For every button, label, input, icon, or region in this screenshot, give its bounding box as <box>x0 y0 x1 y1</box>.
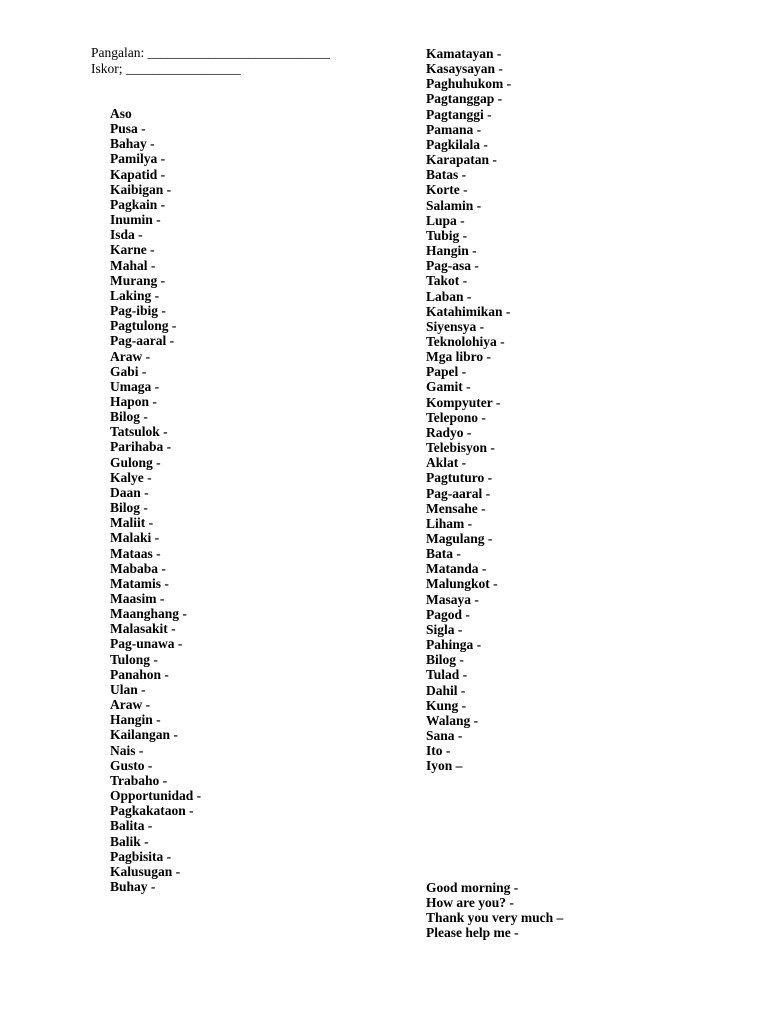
phrase-item: Good morning - <box>426 880 519 895</box>
word-item: Panahon - <box>110 666 169 682</box>
word-item: Araw - <box>110 697 151 713</box>
word-item: Kalusugan - <box>110 863 181 879</box>
word-item: Korte - <box>426 182 468 198</box>
word-item: Gamit - <box>426 379 471 395</box>
word-item: Pahinga - <box>426 637 482 653</box>
word-item: Masaya - <box>426 591 479 607</box>
word-item: Parihaba - <box>110 439 172 455</box>
word-item: Papel - <box>426 364 467 380</box>
word-item: Murang - <box>110 272 166 288</box>
word-item: Gulong - <box>110 454 161 470</box>
word-item: Kompyuter - <box>426 394 501 410</box>
word-item: Umaga - <box>110 378 160 394</box>
word-item: Laking - <box>110 287 160 303</box>
left-word-list <box>110 106 201 894</box>
word-item: Bata - <box>426 546 461 562</box>
word-item: Pagod - <box>426 606 470 622</box>
word-item: Kapatid - <box>110 166 166 182</box>
word-item: Tulad - <box>426 667 468 683</box>
word-item: Kaibigan - <box>110 181 172 197</box>
word-item: Pamana - <box>426 121 482 137</box>
word-item: Trabaho - <box>110 772 168 788</box>
word-item: Pagtuturo - <box>426 470 493 486</box>
word-item: Gusto - <box>110 757 153 773</box>
word-item: Pag-aaral - <box>426 485 491 501</box>
word-item: Paghuhukom - <box>426 76 512 92</box>
word-item: Pagtanggi - <box>426 106 492 122</box>
word-item: Aklat - <box>426 455 467 471</box>
word-item: Pagtulong - <box>110 318 177 334</box>
word-item: Matanda - <box>426 561 487 577</box>
word-item: Kasaysayan - <box>426 61 503 77</box>
word-item: Lupa - <box>426 212 465 228</box>
word-item: Dahil - <box>426 682 466 698</box>
word-item: Liham - <box>426 515 473 531</box>
phrase-item: Thank you very much – <box>426 910 564 926</box>
word-item: Karapatan - <box>426 152 497 168</box>
word-item: Sana - <box>426 728 463 744</box>
word-item: Malungkot - <box>426 576 498 592</box>
word-item: Malasakit - <box>110 621 176 637</box>
word-item: Karne - <box>110 242 155 258</box>
word-item: Teknolohiya - <box>426 333 505 349</box>
word-item: Balita - <box>110 818 153 834</box>
word-item: Pag-asa - <box>426 258 479 274</box>
word-item: Laban - <box>426 288 472 304</box>
word-item: Pagbisita - <box>110 848 172 864</box>
word-item: Hangin - <box>110 712 161 728</box>
word-item: Batas - <box>426 167 467 183</box>
word-item: Pamilya - <box>110 151 166 167</box>
word-item: Kung - <box>426 697 467 713</box>
word-item: Pag-aaral - <box>110 333 175 349</box>
word-item: Radyo - <box>426 424 472 440</box>
word-item: Araw - <box>110 348 151 364</box>
word-item: Opportunidad - <box>110 788 202 804</box>
word-item: Bilog - <box>110 500 148 516</box>
word-item: Hapon - <box>110 393 157 409</box>
word-item: Siyensya - <box>426 318 485 334</box>
word-item: Ito - <box>426 743 451 759</box>
english-phrase-list <box>426 880 563 941</box>
word-item: Gabi - <box>110 363 147 379</box>
word-item: Takot - <box>426 273 468 289</box>
word-item: Tubig - <box>426 227 468 243</box>
score-line: Iskor; _________________ <box>91 60 241 76</box>
word-item: Hangin - <box>426 243 477 259</box>
word-item: Katahimikan - <box>426 303 511 319</box>
word-item: Mensahe - <box>426 500 486 516</box>
word-item: Maasim - <box>110 591 165 606</box>
word-item: Salamin - <box>426 197 482 213</box>
word-item: Tatsulok - <box>110 424 168 440</box>
word-item: Mababa - <box>110 560 166 576</box>
word-item: Daan - <box>110 484 149 500</box>
word-item: Pagkain - <box>110 196 166 212</box>
word-item: Pagkakataon - <box>110 803 194 819</box>
word-item: Bilog - <box>426 652 464 668</box>
word-item: Mga libro - <box>426 349 491 365</box>
name-line: Pangalan: ___________________________ <box>91 45 330 60</box>
word-item: Matamis - <box>110 575 169 591</box>
word-item: Ulan - <box>110 681 146 697</box>
word-item: Isda - <box>110 227 143 243</box>
word-item: Maanghang - <box>110 606 187 622</box>
right-word-list <box>426 46 511 774</box>
word-item: Kalye - <box>110 469 152 485</box>
worksheet-header <box>91 45 330 76</box>
word-item: Walang - <box>426 712 479 728</box>
phrase-item: How are you? - <box>426 895 514 911</box>
word-item: Kailangan - <box>110 727 178 743</box>
word-item: Telebisyon - <box>426 440 495 456</box>
word-item: Bilog - <box>110 409 148 425</box>
word-item: Mataas - <box>110 545 161 561</box>
word-item: Magulang - <box>426 531 493 546</box>
word-item: Aso <box>110 106 132 121</box>
word-item: Pagtanggap - <box>426 91 503 107</box>
word-item: Malaki - <box>110 530 160 546</box>
word-item: Pagkilala - <box>426 136 488 152</box>
word-item: Inumin - <box>110 212 161 228</box>
word-item: Balik - <box>110 833 149 849</box>
word-item: Pag-unawa - <box>110 636 183 652</box>
phrase-item: Please help me - <box>426 925 519 941</box>
word-item: Kamatayan - <box>426 46 502 61</box>
word-item: Pag-ibig - <box>110 303 166 319</box>
word-item: Pusa - <box>110 121 146 137</box>
word-item: Maliit - <box>110 515 154 531</box>
word-item: Telepono - <box>426 409 486 425</box>
word-item: Buhay - <box>110 878 156 894</box>
word-item: Sigla - <box>426 621 463 637</box>
word-item: Nais - <box>110 742 144 758</box>
word-item: Tulong - <box>110 651 158 667</box>
word-item: Mahal - <box>110 257 156 273</box>
word-item: Bahay - <box>110 136 155 152</box>
word-item: Iyon – <box>426 758 463 774</box>
